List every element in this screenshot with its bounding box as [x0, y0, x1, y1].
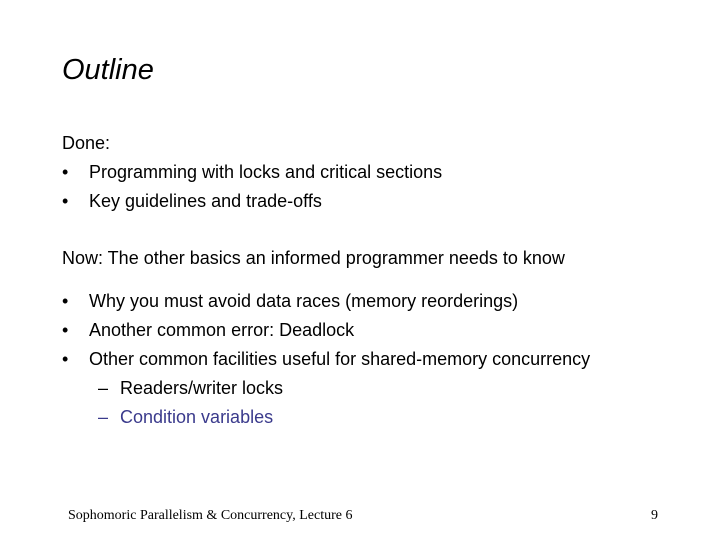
bullet-glyph: • [62, 291, 69, 311]
now-item-text: Another common error: Deadlock [89, 320, 355, 340]
now-line: Now: The other basics an informed programmer needs to know [62, 248, 565, 268]
page-number: 9 [651, 508, 658, 523]
done-item-text: Programming with locks and critical sections [89, 162, 443, 182]
now-item-text: Why you must avoid data races (memory reorderings) [89, 291, 519, 311]
bullet-glyph: • [62, 162, 69, 182]
dash-glyph: – [98, 378, 109, 398]
now-item-text: Other common facilities useful for shared-memory concurrency [89, 349, 591, 369]
dash-glyph: – [98, 407, 109, 427]
slide-title: Outline [62, 54, 154, 86]
done-item-text: Key guidelines and trade-offs [89, 191, 322, 211]
bullet-glyph: • [62, 320, 69, 340]
done-label: Done: [62, 133, 111, 153]
bullet-glyph: • [62, 191, 69, 211]
bullet-glyph: • [62, 349, 69, 369]
footer-text: Sophomoric Parallelism & Concurrency, Lecture 6 [68, 508, 353, 523]
sub-item-text: Readers/writer locks [120, 378, 284, 398]
sub-item-text: Condition variables [120, 407, 274, 427]
